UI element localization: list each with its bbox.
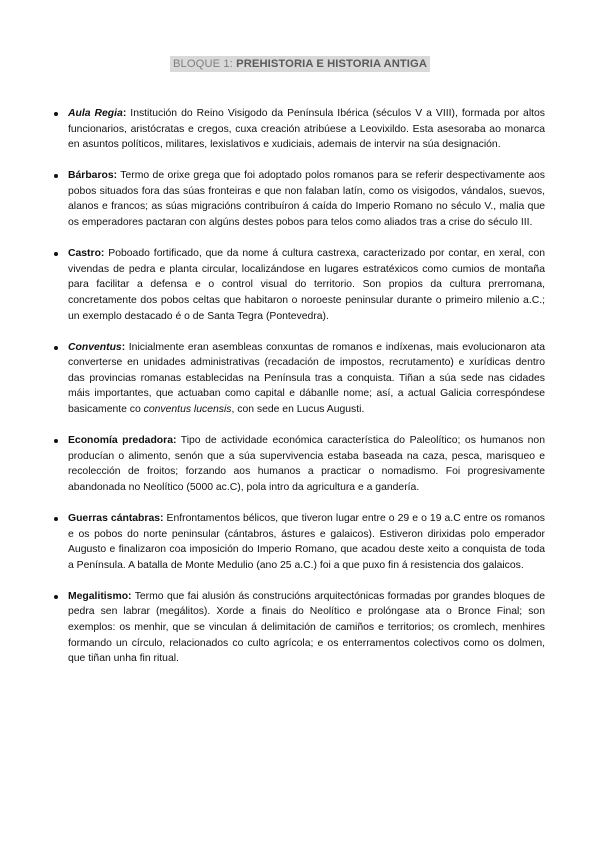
glossary-entry-megalitismo — [68, 589, 545, 667]
glossary-entry-aula-regia — [68, 106, 545, 153]
entry-term-suffix: : — [122, 108, 127, 119]
entry-term: Economía predadora: — [68, 435, 177, 447]
entry-term: Castro: — [68, 248, 105, 260]
entry-definition: Inicialmente eran asembleas conxuntas de romanos e indíxenas, mais evolucionaron ata converterse en unidades administrativas (recadación de impostos, recrutamento) e xurídicas dentro das provincias romanas establecidas na Península tras a conquista. Tiñan a súa sede nas cidades máis importantes, que actuaban como capital e dábanlle nome; así, a actual Galicia correspóndese basicamente co — [68, 341, 545, 415]
entry-term: Bárbaros: — [68, 170, 118, 182]
entry-term: Guerras cántabras: — [68, 512, 164, 524]
bullet-icon — [54, 595, 58, 599]
entry-definition: Termo que fai alusión ás construcións arquitectónicas formadas por grandes bloques de pedra sen labrar (megálitos). Xorde a finais do Neolítico e prolóngase ata o Bronce Final; son exemplos: os menhir, que se vinculan á delimitación de camiños e territorios; os cromlech, menhires formando un círculo, relacionados co culto agrícola; e os enterramentos colectivos como os dolmen, que tiñan unha fin ritual. — [68, 590, 545, 665]
glossary-entry-castro — [68, 246, 545, 324]
glossary-entry-conventus — [68, 340, 545, 418]
glossary-entry-barbaros — [68, 168, 545, 230]
entry-term: Conventus — [68, 341, 122, 353]
entry-definition: Tipo de actividade económica característica do Paleolítico; os humanos non producían o alimento, senón que a súa supervivencia estaba baseada na caza, pesca, marisqueo e recolección de froitos; forzando aos humanos a practicar o nomadismo. Foi progresivamente abandonada no Neolítico (5000 ac.C), pola intro da agricultura e a gandería. — [68, 435, 545, 493]
bullet-icon — [54, 252, 58, 256]
title-prefix: BLOQUE 1: — [172, 58, 237, 70]
entry-definition: Termo de orixe grega que foi adoptado polos romanos para se referir despectivamente aos pobos situados fora das súas fronteiras e que non falaban latín, como os visigodos, vándalos, suevos, alanos e francos; as súas migracións contribuíron á caída do Imperio Romano no século V., malia que os emperadores pactaran con algúns destes pobos para telos como aliados tras a crise do século III. — [68, 170, 545, 229]
bullet-icon — [54, 174, 58, 178]
page-title — [170, 56, 430, 72]
bullet-icon — [54, 346, 58, 350]
entry-term: Aula Regia — [68, 108, 123, 119]
entry-definition: Poboado fortificado, que da nome á cultura castrexa, caracterizado por contar, en xeral, con vivendas de pedra e planta circular, localizándose en lugares estratéxicos como cumios de montaña para facilitar a defensa e o control visual do territorio. Son propios da cultura prerromana, concretamente dos pobos celtas que habitaron o noroeste peninsular durante o primeiro milenio a.C.; un exemplo destacado é o de Santa Tegra (Pontevedra). — [68, 248, 545, 322]
bullet-icon — [54, 517, 58, 521]
glossary-entry-economia-predadora — [68, 433, 545, 495]
bullet-icon — [54, 112, 58, 116]
title-container — [0, 54, 600, 72]
title-main: PREHISTORIA E HISTORIA ANTIGA — [236, 58, 427, 70]
bullet-icon — [54, 439, 58, 443]
glossary-entry-guerras-cantabras — [68, 511, 545, 573]
entry-definition: Institución do Reino Visigodo da Península Ibérica (séculos V a VIII), formada por altos funcionarios, aristócratas e cregos, cuxa creación atribúese a Leovixildo. Esta asesoraba ao monarca en asuntos políticos, militares, lexislativos e xudiciais, ademais de intervir na súa designación. — [68, 108, 545, 151]
entry-term: Megalitismo: — [68, 590, 132, 602]
entry-definition: Enfrontamentos bélicos, que tiveron lugar entre o 29 e o 19 a.C entre os romanos e os pobos do norte peninsular (cántabros, ástures e galaicos). Estiveron dirixidas polo emperador Augusto e finalizaron coa imposición do Imperio Romano, que acadou deste xeito a conquista de toda a Península. A batalla de Monte Medulio (ano 25 a.C.) foi a que puxo fin á resistencia dos galaicos. — [68, 512, 545, 571]
entry-term-suffix: : — [121, 341, 126, 353]
entry-definition-end: , con sede en Lucus Augusti. — [231, 404, 365, 415]
entry-italic-phrase: conventus lucensis — [143, 404, 232, 415]
glossary-list — [68, 106, 545, 682]
